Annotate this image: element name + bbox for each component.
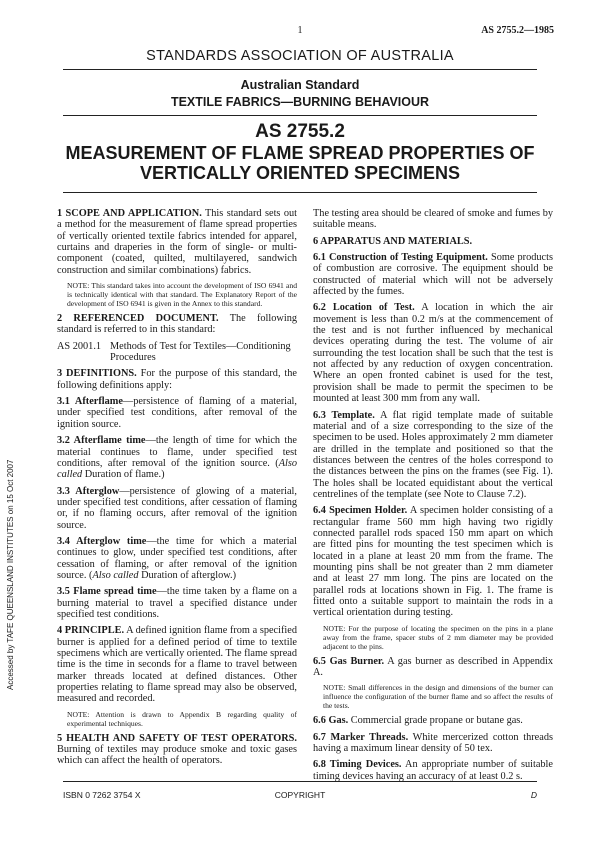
title-line: MEASUREMENT OF FLAME SPREAD PROPERTIES OF bbox=[65, 143, 535, 163]
definition bbox=[57, 486, 297, 531]
definition-tail: Duration of afterglow.) bbox=[138, 569, 237, 581]
section-heading: 3 DEFINITIONS. bbox=[57, 368, 137, 380]
clause-heading: 6.8 Timing Devices. bbox=[313, 759, 402, 771]
section-body: For the purpose of this standard, the following definitions apply: bbox=[57, 368, 297, 391]
clause-heading: 6.2 Location of Test. bbox=[313, 302, 415, 314]
divider bbox=[63, 192, 537, 193]
definition-tail: Duration of flame.) bbox=[82, 469, 165, 481]
section-heading: 1 SCOPE AND APPLICATION. bbox=[57, 208, 202, 219]
clause-body: A flat rigid template made of suitable material and of a size corresponding to the size of the specimen to be used. Holes approximately 2 mm diameter are drilled in the template and positioned so that the distances between the centres of the holes correspond to the distances between the pins on the frames (see Fig. 1). The holes shall be located equidistant about the vertical centrelines of the template (see Note to Clause 7.2). bbox=[313, 409, 553, 500]
clause-body: A location in which the air movement is less than 0.2 m/s at the commencement of the test and is not further influenced by mechanical devices operating during the test. The volume of air surrounding the test location shall be such that the test is not affected by any reduction of oxygen concentration. Where an open fronted cabinet is used for the test, provision shall be made to permit the specimen to be mounted at least 300 mm from any wall. bbox=[313, 302, 553, 405]
definition bbox=[57, 396, 297, 430]
definition-body: —the time for which a material continues to glow, under specified test conditions, after cessation of flaming, or after removal of the ignition source. ( bbox=[57, 535, 297, 581]
divider bbox=[63, 781, 537, 782]
note: NOTE: For the purpose of locating the specimen on the pins in a plane away from the frame, spacer stubs of 2 mm diameter may be provided adjacent to the pins. bbox=[323, 623, 553, 651]
clause-body: A specimen holder consisting of a rectangular frame 560 mm high having two rigidly connected parallel rods spaced 150 mm apart on which are fitted pins for mounting the test specimen which is located in a plane at least 20 mm from the frame. The mounting pins shall be not greater than 2 mm diameter and at least 27 mm long. The pins are located on the parallel rods at locations shown in Fig. 1. The frame is fitted onto a suitable support to maintain the rods in a vertical orientation during testing. bbox=[313, 505, 553, 619]
right-column bbox=[313, 208, 553, 787]
clause bbox=[313, 656, 553, 679]
section-heading: 5 HEALTH AND SAFETY OF TEST OPERATORS. bbox=[57, 732, 297, 744]
clause-heading: 6.3 Template. bbox=[313, 409, 375, 421]
divider bbox=[63, 115, 537, 116]
section-referenced-document bbox=[57, 313, 297, 336]
section-scope bbox=[57, 208, 297, 276]
clause-body: Commercial grade propane or butane gas. bbox=[348, 715, 523, 727]
section-body: The following standard is referred to in this standard: bbox=[57, 313, 297, 336]
standard-subject: TEXTILE FABRICS—BURNING BEHAVIOUR bbox=[170, 95, 430, 109]
continued-text: The testing area should be cleared of smoke and fumes by suitable means. bbox=[313, 208, 553, 231]
access-stamp: Accessed by TAFE QUEENSLAND INSTITUTES on 15 Oct 2007 bbox=[6, 459, 15, 690]
definition-term: 3.5 Flame spread time bbox=[57, 586, 157, 598]
definition-term: 3.3 Afterglow bbox=[57, 485, 120, 497]
definition-term: 3.1 Afterflame bbox=[57, 396, 123, 408]
clause-heading: 6.7 Marker Threads. bbox=[313, 731, 409, 743]
reference-title: Methods of Test for Textiles—Conditioning Procedures bbox=[110, 340, 291, 364]
also-called: Also called bbox=[92, 569, 139, 581]
title-line: VERTICALLY ORIENTED SPECIMENS bbox=[139, 163, 461, 183]
copyright: COPYRIGHT bbox=[274, 790, 326, 800]
definition-body: —persistence of flaming of a material, under specified test conditions, after removal of the ignition source. bbox=[57, 396, 297, 430]
standard-type: Australian Standard bbox=[240, 78, 360, 92]
definition-body: —the time taken by a flame on a burning material to travel a specified distance under specified test conditions. bbox=[57, 586, 297, 620]
clause-heading: 6.6 Gas. bbox=[313, 715, 349, 727]
section-heading: 6 APPARATUS AND MATERIALS. bbox=[313, 235, 473, 247]
section-health-safety bbox=[57, 733, 297, 767]
document-code: AS 2755.2—1985 bbox=[481, 25, 554, 36]
definition-term: 3.4 Afterglow time bbox=[57, 535, 147, 547]
section-body: A defined ignition flame from a specified burner is applied for a defined period of time to textile specimens which are vertically oriented. The flame spread time is the time in seconds for a flame to travel between marker threads located at defined distances. Other properties relating to flame spread may also be observed, measured and recorded. bbox=[57, 625, 297, 705]
definition bbox=[57, 586, 297, 620]
note: NOTE: This standard takes into account the development of ISO 6941 and is technically identical with that standard. The Explanatory Report of the development of ISO 6941 is given in the Annex to this standard. bbox=[67, 281, 297, 309]
definition-body: —the length of time for which the material continues to flame, under specified test conditions, after removal of the ignition source. ( bbox=[57, 435, 297, 469]
section-heading: 2 REFERENCED DOCUMENT. bbox=[57, 313, 219, 325]
definition-body: —persistence of glowing of a material, under specified test conditions, after cessation of flaming or, if no flaming occurs, after removal of the ignition source. bbox=[57, 485, 297, 531]
page-number: 1 bbox=[297, 25, 303, 36]
clause bbox=[313, 732, 553, 755]
clause bbox=[313, 759, 553, 782]
clause-body: Some products of combustion are corrosive. The equipment should be constructed of material which will not be adversely affected by the fumes. bbox=[313, 252, 553, 298]
organisation-name: STANDARDS ASSOCIATION OF AUSTRALIA bbox=[146, 48, 454, 64]
clause bbox=[313, 252, 553, 297]
left-column bbox=[57, 208, 297, 772]
clause bbox=[313, 505, 553, 618]
isbn: ISBN 0 7262 3754 X bbox=[63, 790, 141, 800]
definition bbox=[57, 536, 297, 581]
clause-heading: 6.5 Gas Burner. bbox=[313, 655, 385, 667]
clause-body: A gas burner as described in Appendix A. bbox=[313, 655, 553, 679]
definition-term: 3.2 Afterflame time bbox=[57, 435, 146, 447]
reference-entry bbox=[57, 341, 297, 364]
clause bbox=[313, 715, 553, 726]
clause-body: An appropriate number of suitable timing devices having an accuracy of at least 0.2 s. bbox=[313, 759, 553, 782]
section-body: This standard sets out a method for the measurement of flame spread properties of vertically oriented textile fabrics intended for apparel, curtains and draperies in the form of single- or multi-component (coated, quilted, multilayered, sandwich construction and similar combinations) fabrics. bbox=[57, 208, 297, 276]
clause bbox=[313, 302, 553, 404]
standard-number: AS 2755.2 bbox=[255, 121, 345, 142]
clause-body: White mercerized cotton threads having a maximum linear density of 50 tex. bbox=[313, 731, 553, 755]
section-body: Burning of textiles may produce smoke and toxic gases which can affect the health of operators. bbox=[57, 744, 297, 767]
document-title bbox=[50, 143, 550, 183]
divider bbox=[63, 69, 537, 70]
section-apparatus bbox=[313, 236, 553, 247]
also-called: Also called bbox=[57, 457, 297, 481]
section-principle bbox=[57, 625, 297, 704]
definition bbox=[57, 435, 297, 480]
note: NOTE: Attention is drawn to Appendix B regarding quality of experimental techniques. bbox=[67, 709, 297, 728]
reference-code: AS 2001.1 bbox=[57, 340, 102, 352]
clause bbox=[313, 410, 553, 501]
clause-heading: 6.4 Specimen Holder. bbox=[313, 505, 408, 517]
section-definitions bbox=[57, 368, 297, 391]
footer-letter: D bbox=[530, 790, 537, 800]
note: NOTE: Small differences in the design and dimensions of the burner can influence the configuration of the burner flame and so affect the results of the tests. bbox=[323, 683, 553, 711]
clause-heading: 6.1 Construction of Testing Equipment. bbox=[313, 252, 488, 264]
section-heading: 4 PRINCIPLE. bbox=[57, 625, 125, 637]
